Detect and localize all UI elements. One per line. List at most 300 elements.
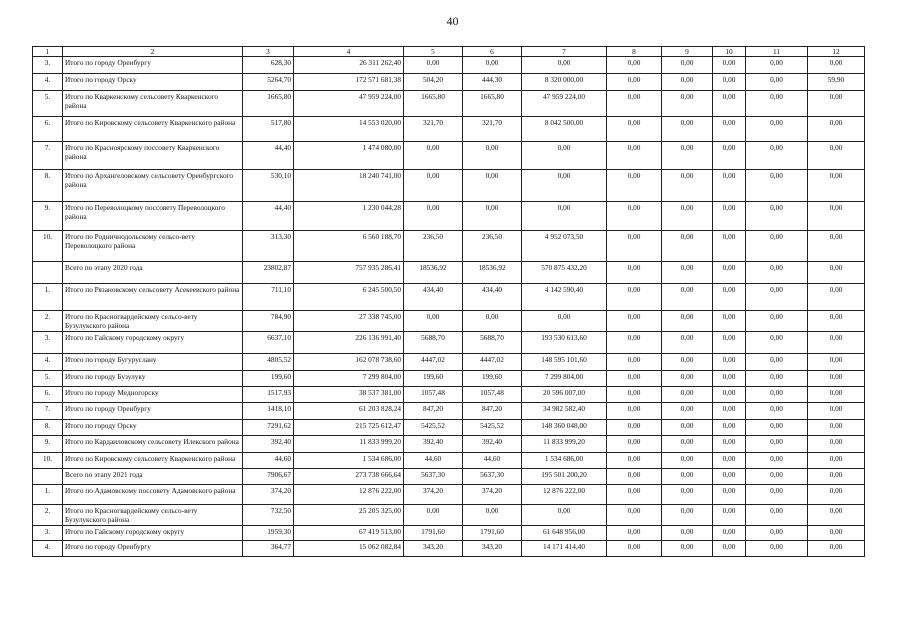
row-number-cell: 7. bbox=[33, 403, 63, 420]
value-cell: 0,00 bbox=[713, 57, 746, 74]
row-number-cell: 3. bbox=[33, 57, 63, 74]
value-cell: 0,00 bbox=[746, 170, 808, 202]
value-cell: 8 042 500,00 bbox=[522, 117, 607, 142]
table-row bbox=[33, 284, 865, 311]
value-cell: 0,00 bbox=[713, 403, 746, 420]
value-cell: 18536,92 bbox=[404, 262, 463, 284]
table-row bbox=[33, 453, 865, 469]
row-number-cell: 2. bbox=[33, 311, 63, 332]
value-cell: 0,00 bbox=[662, 284, 713, 311]
value-cell: 5688,70 bbox=[463, 332, 522, 354]
row-number-cell: 4. bbox=[33, 354, 63, 371]
value-cell: 1665,80 bbox=[243, 91, 294, 117]
value-cell: 757 935 286,41 bbox=[294, 262, 404, 284]
value-cell: 0,00 bbox=[746, 387, 808, 403]
value-cell: 313,30 bbox=[243, 231, 294, 262]
value-cell: 0,00 bbox=[746, 420, 808, 436]
value-cell: 1 474 080,00 bbox=[294, 142, 404, 170]
row-number-cell: 8. bbox=[33, 170, 63, 202]
table-row bbox=[33, 202, 865, 231]
value-cell: 6 560 188,70 bbox=[294, 231, 404, 262]
value-cell: 18 240 741,00 bbox=[294, 170, 404, 202]
value-cell: 7 299 804,00 bbox=[294, 371, 404, 387]
value-cell: 226 136 991,40 bbox=[294, 332, 404, 354]
value-cell: 7291,62 bbox=[243, 420, 294, 436]
value-cell: 25 205 325,00 bbox=[294, 505, 404, 526]
value-cell: 0,00 bbox=[713, 74, 746, 91]
value-cell: 0,00 bbox=[808, 202, 865, 231]
page-number: 40 bbox=[446, 14, 459, 28]
value-cell: 0,00 bbox=[746, 117, 808, 142]
value-cell: 1517,93 bbox=[243, 387, 294, 403]
row-number-cell: 9. bbox=[33, 202, 63, 231]
value-cell: 0,00 bbox=[607, 526, 662, 541]
value-cell: 0,00 bbox=[713, 485, 746, 505]
value-cell: 0,00 bbox=[746, 526, 808, 541]
value-cell: 517,80 bbox=[243, 117, 294, 142]
value-cell: 11 833 999,20 bbox=[522, 436, 607, 453]
value-cell: 0,00 bbox=[662, 354, 713, 371]
column-header: 8 bbox=[607, 47, 662, 57]
value-cell: 0,00 bbox=[713, 284, 746, 311]
value-cell: 162 078 738,60 bbox=[294, 354, 404, 371]
value-cell: 0,00 bbox=[746, 202, 808, 231]
row-name-cell: Итого по городу Оренбургу bbox=[63, 403, 243, 420]
value-cell: 0,00 bbox=[662, 117, 713, 142]
value-cell: 628,30 bbox=[243, 57, 294, 74]
value-cell: 0,00 bbox=[746, 354, 808, 371]
value-cell: 0,00 bbox=[713, 526, 746, 541]
value-cell: 847,20 bbox=[404, 403, 463, 420]
value-cell: 0,00 bbox=[607, 469, 662, 485]
table-row bbox=[33, 403, 865, 420]
value-cell: 199,60 bbox=[463, 371, 522, 387]
header-row bbox=[33, 47, 865, 57]
value-cell: 0,00 bbox=[607, 371, 662, 387]
value-cell: 0,00 bbox=[404, 202, 463, 231]
value-cell: 570 875 432,20 bbox=[522, 262, 607, 284]
value-cell: 44,60 bbox=[463, 453, 522, 469]
row-name-cell: Итого по городу Бугуруслану bbox=[63, 354, 243, 371]
row-number-cell: 9. bbox=[33, 436, 63, 453]
value-cell: 444,30 bbox=[463, 74, 522, 91]
value-cell: 0,00 bbox=[713, 262, 746, 284]
value-cell: 0,00 bbox=[662, 142, 713, 170]
value-cell: 0,00 bbox=[808, 91, 865, 117]
value-cell: 0,00 bbox=[713, 453, 746, 469]
value-cell: 0,00 bbox=[607, 91, 662, 117]
value-cell: 711,10 bbox=[243, 284, 294, 311]
column-header: 1 bbox=[33, 47, 63, 57]
column-header: 5 bbox=[404, 47, 463, 57]
value-cell: 321,70 bbox=[463, 117, 522, 142]
value-cell: 4 952 073,50 bbox=[522, 231, 607, 262]
value-cell: 0,00 bbox=[713, 505, 746, 526]
value-cell: 12 876 222,00 bbox=[294, 485, 404, 505]
value-cell: 0,00 bbox=[808, 231, 865, 262]
value-cell: 0,00 bbox=[808, 505, 865, 526]
value-cell: 5637,30 bbox=[463, 469, 522, 485]
value-cell: 0,00 bbox=[713, 371, 746, 387]
value-cell: 392,40 bbox=[243, 436, 294, 453]
row-number-cell bbox=[33, 469, 63, 485]
value-cell: 0,00 bbox=[746, 332, 808, 354]
value-cell: 0,00 bbox=[607, 142, 662, 170]
value-cell: 0,00 bbox=[607, 505, 662, 526]
value-cell: 0,00 bbox=[808, 387, 865, 403]
value-cell: 67 419 513,00 bbox=[294, 526, 404, 541]
column-header: 6 bbox=[463, 47, 522, 57]
value-cell: 0,00 bbox=[808, 117, 865, 142]
row-name-cell: Итого по городу Орску bbox=[63, 420, 243, 436]
value-cell: 0,00 bbox=[808, 354, 865, 371]
row-name-cell: Итого по городу Оренбургу bbox=[63, 541, 243, 557]
row-name-cell: Итого по городу Медногорску bbox=[63, 387, 243, 403]
value-cell: 0,00 bbox=[746, 469, 808, 485]
value-cell: 26 311 262,40 bbox=[294, 57, 404, 74]
value-cell: 0,00 bbox=[662, 371, 713, 387]
table-row bbox=[33, 420, 865, 436]
value-cell: 0,00 bbox=[522, 505, 607, 526]
value-cell: 148 595 101,60 bbox=[522, 354, 607, 371]
value-cell: 47 959 224,00 bbox=[294, 91, 404, 117]
value-cell: 0,00 bbox=[607, 170, 662, 202]
value-cell: 0,00 bbox=[713, 332, 746, 354]
column-header: 2 bbox=[63, 47, 243, 57]
value-cell: 0,00 bbox=[662, 57, 713, 74]
value-cell: 59,90 bbox=[808, 74, 865, 91]
table-row bbox=[33, 311, 865, 332]
value-cell: 0,00 bbox=[713, 436, 746, 453]
value-cell: 0,00 bbox=[522, 202, 607, 231]
table-row bbox=[33, 117, 865, 142]
value-cell: 0,00 bbox=[808, 371, 865, 387]
row-name-cell: Итого по Кировскому сельсовету Кваркенского района bbox=[63, 117, 243, 142]
value-cell: 0,00 bbox=[746, 541, 808, 557]
value-cell: 0,00 bbox=[713, 311, 746, 332]
value-cell: 504,20 bbox=[404, 74, 463, 91]
table-row bbox=[33, 354, 865, 371]
value-cell: 0,00 bbox=[808, 284, 865, 311]
value-cell: 0,00 bbox=[662, 403, 713, 420]
value-cell: 0,00 bbox=[808, 526, 865, 541]
table-row bbox=[33, 74, 865, 91]
value-cell: 392,40 bbox=[404, 436, 463, 453]
value-cell: 1665,80 bbox=[404, 91, 463, 117]
row-name-cell: Итого по Кваркенскому сельсовету Кваркенского района bbox=[63, 91, 243, 117]
value-cell: 273 738 666,64 bbox=[294, 469, 404, 485]
value-cell: 7906,67 bbox=[243, 469, 294, 485]
value-cell: 1959,30 bbox=[243, 526, 294, 541]
value-cell: 0,00 bbox=[808, 262, 865, 284]
value-cell: 4447,02 bbox=[404, 354, 463, 371]
value-cell: 0,00 bbox=[713, 170, 746, 202]
value-cell: 0,00 bbox=[746, 311, 808, 332]
value-cell: 0,00 bbox=[808, 332, 865, 354]
column-header: 7 bbox=[522, 47, 607, 57]
value-cell: 4447,02 bbox=[463, 354, 522, 371]
row-number-cell: 5. bbox=[33, 91, 63, 117]
value-cell: 61 648 956,00 bbox=[522, 526, 607, 541]
value-cell: 1057,48 bbox=[404, 387, 463, 403]
value-cell: 0,00 bbox=[607, 262, 662, 284]
value-cell: 4 142 590,40 bbox=[522, 284, 607, 311]
value-cell: 0,00 bbox=[808, 420, 865, 436]
table-row bbox=[33, 262, 865, 284]
value-cell: 61 203 828,24 bbox=[294, 403, 404, 420]
value-cell: 0,00 bbox=[404, 142, 463, 170]
row-number-cell: 3. bbox=[33, 332, 63, 354]
row-name-cell: Итого по городу Орску bbox=[63, 74, 243, 91]
value-cell: 530,10 bbox=[243, 170, 294, 202]
data-table bbox=[32, 46, 865, 557]
table-row bbox=[33, 170, 865, 202]
row-name-cell: Итого по Гайскому городскому округу bbox=[63, 526, 243, 541]
value-cell: 47 959 224,00 bbox=[522, 91, 607, 117]
value-cell: 14 171 414,40 bbox=[522, 541, 607, 557]
value-cell: 236,50 bbox=[463, 231, 522, 262]
value-cell: 0,00 bbox=[662, 74, 713, 91]
value-cell: 0,00 bbox=[662, 387, 713, 403]
value-cell: 0,00 bbox=[713, 142, 746, 170]
value-cell: 0,00 bbox=[746, 505, 808, 526]
value-cell: 0,00 bbox=[662, 469, 713, 485]
value-cell: 27 338 745,00 bbox=[294, 311, 404, 332]
value-cell: 0,00 bbox=[522, 142, 607, 170]
value-cell: 0,00 bbox=[662, 436, 713, 453]
value-cell: 0,00 bbox=[607, 311, 662, 332]
value-cell: 0,00 bbox=[808, 485, 865, 505]
value-cell: 1 534 686,00 bbox=[522, 453, 607, 469]
value-cell: 0,00 bbox=[808, 469, 865, 485]
value-cell: 434,40 bbox=[404, 284, 463, 311]
value-cell: 1418,10 bbox=[243, 403, 294, 420]
value-cell: 364,77 bbox=[243, 541, 294, 557]
value-cell: 0,00 bbox=[746, 142, 808, 170]
value-cell: 1791,60 bbox=[404, 526, 463, 541]
column-header: 10 bbox=[713, 47, 746, 57]
value-cell: 0,00 bbox=[746, 403, 808, 420]
value-cell: 0,00 bbox=[607, 453, 662, 469]
value-cell: 0,00 bbox=[522, 170, 607, 202]
value-cell: 5264,70 bbox=[243, 74, 294, 91]
value-cell: 343,20 bbox=[404, 541, 463, 557]
value-cell: 5637,30 bbox=[404, 469, 463, 485]
value-cell: 1057,48 bbox=[463, 387, 522, 403]
value-cell: 0,00 bbox=[746, 74, 808, 91]
table-row bbox=[33, 387, 865, 403]
value-cell: 0,00 bbox=[662, 332, 713, 354]
row-name-cell: Итого по Красноярскому поссовету Кваркенского района bbox=[63, 142, 243, 170]
value-cell: 6 245 500,50 bbox=[294, 284, 404, 311]
value-cell: 1791,60 bbox=[463, 526, 522, 541]
value-cell: 0,00 bbox=[808, 541, 865, 557]
value-cell: 0,00 bbox=[522, 311, 607, 332]
value-cell: 44,40 bbox=[243, 142, 294, 170]
value-cell: 236,50 bbox=[404, 231, 463, 262]
row-number-cell: 3. bbox=[33, 526, 63, 541]
value-cell: 0,00 bbox=[713, 202, 746, 231]
value-cell: 11 833 999,20 bbox=[294, 436, 404, 453]
row-number-cell: 6. bbox=[33, 117, 63, 142]
value-cell: 172 571 681,38 bbox=[294, 74, 404, 91]
value-cell: 0,00 bbox=[746, 485, 808, 505]
table-row bbox=[33, 469, 865, 485]
value-cell: 0,00 bbox=[746, 231, 808, 262]
value-cell: 1665,80 bbox=[463, 91, 522, 117]
value-cell: 0,00 bbox=[404, 505, 463, 526]
value-cell: 44,60 bbox=[404, 453, 463, 469]
row-number-cell bbox=[33, 262, 63, 284]
value-cell: 0,00 bbox=[463, 505, 522, 526]
value-cell: 6637,10 bbox=[243, 332, 294, 354]
value-cell: 5425,52 bbox=[463, 420, 522, 436]
value-cell: 0,00 bbox=[662, 262, 713, 284]
row-name-cell: Итого по Кардаиловскому сельсовету Илекского района bbox=[63, 436, 243, 453]
value-cell: 0,00 bbox=[713, 469, 746, 485]
row-number-cell: 5. bbox=[33, 371, 63, 387]
row-name-cell: Итого по Адамовскому поссовету Адамовского района bbox=[63, 485, 243, 505]
value-cell: 0,00 bbox=[713, 387, 746, 403]
row-number-cell: 10. bbox=[33, 453, 63, 469]
value-cell: 0,00 bbox=[662, 453, 713, 469]
row-name-cell: Итого по Архангеловскому сельсовету Оренбургского района bbox=[63, 170, 243, 202]
value-cell: 0,00 bbox=[463, 170, 522, 202]
value-cell: 0,00 bbox=[607, 57, 662, 74]
value-cell: 374,20 bbox=[463, 485, 522, 505]
value-cell: 0,00 bbox=[463, 311, 522, 332]
value-cell: 0,00 bbox=[662, 505, 713, 526]
row-number-cell: 7. bbox=[33, 142, 63, 170]
value-cell: 193 530 613,60 bbox=[522, 332, 607, 354]
value-cell: 0,00 bbox=[463, 142, 522, 170]
value-cell: 0,00 bbox=[713, 420, 746, 436]
row-name-cell: Итого по Красногвардейскому сельсо-вету Бузулукского района bbox=[63, 311, 243, 332]
value-cell: 374,20 bbox=[404, 485, 463, 505]
row-number-cell: 8. bbox=[33, 420, 63, 436]
value-cell: 0,00 bbox=[808, 142, 865, 170]
row-number-cell: 1. bbox=[33, 485, 63, 505]
value-cell: 0,00 bbox=[607, 403, 662, 420]
value-cell: 44,40 bbox=[243, 202, 294, 231]
value-cell: 321,70 bbox=[404, 117, 463, 142]
value-cell: 0,00 bbox=[713, 541, 746, 557]
value-cell: 0,00 bbox=[746, 453, 808, 469]
row-name-cell: Всего по этапу 2020 года bbox=[63, 262, 243, 284]
value-cell: 18536,92 bbox=[463, 262, 522, 284]
value-cell: 0,00 bbox=[808, 403, 865, 420]
row-name-cell: Итого по Кировскому сельсовету Кваркенского района bbox=[63, 453, 243, 469]
value-cell: 0,00 bbox=[607, 284, 662, 311]
value-cell: 0,00 bbox=[746, 436, 808, 453]
value-cell: 8 320 000,00 bbox=[522, 74, 607, 91]
value-cell: 0,00 bbox=[808, 57, 865, 74]
column-header: 11 bbox=[746, 47, 808, 57]
value-cell: 0,00 bbox=[404, 170, 463, 202]
value-cell: 5688,70 bbox=[404, 332, 463, 354]
value-cell: 44,60 bbox=[243, 453, 294, 469]
value-cell: 34 982 582,40 bbox=[522, 403, 607, 420]
value-cell: 0,00 bbox=[404, 311, 463, 332]
value-cell: 0,00 bbox=[463, 57, 522, 74]
column-header: 12 bbox=[808, 47, 865, 57]
value-cell: 215 725 612,47 bbox=[294, 420, 404, 436]
value-cell: 12 876 222,00 bbox=[522, 485, 607, 505]
value-cell: 0,00 bbox=[713, 117, 746, 142]
value-cell: 0,00 bbox=[662, 420, 713, 436]
value-cell: 0,00 bbox=[746, 57, 808, 74]
value-cell: 199,60 bbox=[404, 371, 463, 387]
value-cell: 0,00 bbox=[607, 202, 662, 231]
value-cell: 5425,52 bbox=[404, 420, 463, 436]
value-cell: 847,20 bbox=[463, 403, 522, 420]
value-cell: 0,00 bbox=[662, 485, 713, 505]
value-cell: 784,90 bbox=[243, 311, 294, 332]
value-cell: 0,00 bbox=[713, 231, 746, 262]
value-cell: 38 537 381,00 bbox=[294, 387, 404, 403]
table-row bbox=[33, 505, 865, 526]
value-cell: 0,00 bbox=[607, 231, 662, 262]
table-row bbox=[33, 231, 865, 262]
row-number-cell: 6. bbox=[33, 387, 63, 403]
value-cell: 374,20 bbox=[243, 485, 294, 505]
value-cell: 0,00 bbox=[808, 311, 865, 332]
table-row bbox=[33, 371, 865, 387]
value-cell: 20 596 007,00 bbox=[522, 387, 607, 403]
value-cell: 0,00 bbox=[662, 311, 713, 332]
row-number-cell: 1. bbox=[33, 284, 63, 311]
column-header: 3 bbox=[243, 47, 294, 57]
value-cell: 23802,87 bbox=[243, 262, 294, 284]
value-cell: 343,20 bbox=[463, 541, 522, 557]
value-cell: 0,00 bbox=[808, 453, 865, 469]
value-cell: 148 360 048,00 bbox=[522, 420, 607, 436]
value-cell: 0,00 bbox=[522, 57, 607, 74]
value-cell: 392,40 bbox=[463, 436, 522, 453]
value-cell: 195 501 200,20 bbox=[522, 469, 607, 485]
value-cell: 0,00 bbox=[463, 202, 522, 231]
value-cell: 0,00 bbox=[607, 485, 662, 505]
value-cell: 1 534 686,00 bbox=[294, 453, 404, 469]
table-row bbox=[33, 436, 865, 453]
value-cell: 732,50 bbox=[243, 505, 294, 526]
value-cell: 0,00 bbox=[662, 541, 713, 557]
value-cell: 0,00 bbox=[808, 170, 865, 202]
table-row bbox=[33, 91, 865, 117]
value-cell: 0,00 bbox=[746, 284, 808, 311]
value-cell: 0,00 bbox=[607, 332, 662, 354]
value-cell: 0,00 bbox=[662, 231, 713, 262]
value-cell: 0,00 bbox=[662, 91, 713, 117]
row-name-cell: Итого по городу Бузулуку bbox=[63, 371, 243, 387]
value-cell: 7 299 804,00 bbox=[522, 371, 607, 387]
table-row bbox=[33, 57, 865, 74]
row-name-cell: Итого по Переволоцкому поссовету Переволоцкого района bbox=[63, 202, 243, 231]
column-header: 4 bbox=[294, 47, 404, 57]
value-cell: 0,00 bbox=[607, 420, 662, 436]
value-cell: 0,00 bbox=[808, 436, 865, 453]
row-name-cell: Итого по Родничнодольскому сельсо-вету Переволоцкого района bbox=[63, 231, 243, 262]
value-cell: 4805,52 bbox=[243, 354, 294, 371]
table-row bbox=[33, 485, 865, 505]
value-cell: 0,00 bbox=[662, 202, 713, 231]
row-name-cell: Итого по Гайскому городскому округу bbox=[63, 332, 243, 354]
value-cell: 434,40 bbox=[463, 284, 522, 311]
row-name-cell: Итого по Красногвардейскому сельсо-вету Бузулукского района bbox=[63, 505, 243, 526]
value-cell: 0,00 bbox=[607, 74, 662, 91]
value-cell: 0,00 bbox=[746, 371, 808, 387]
value-cell: 0,00 bbox=[607, 387, 662, 403]
